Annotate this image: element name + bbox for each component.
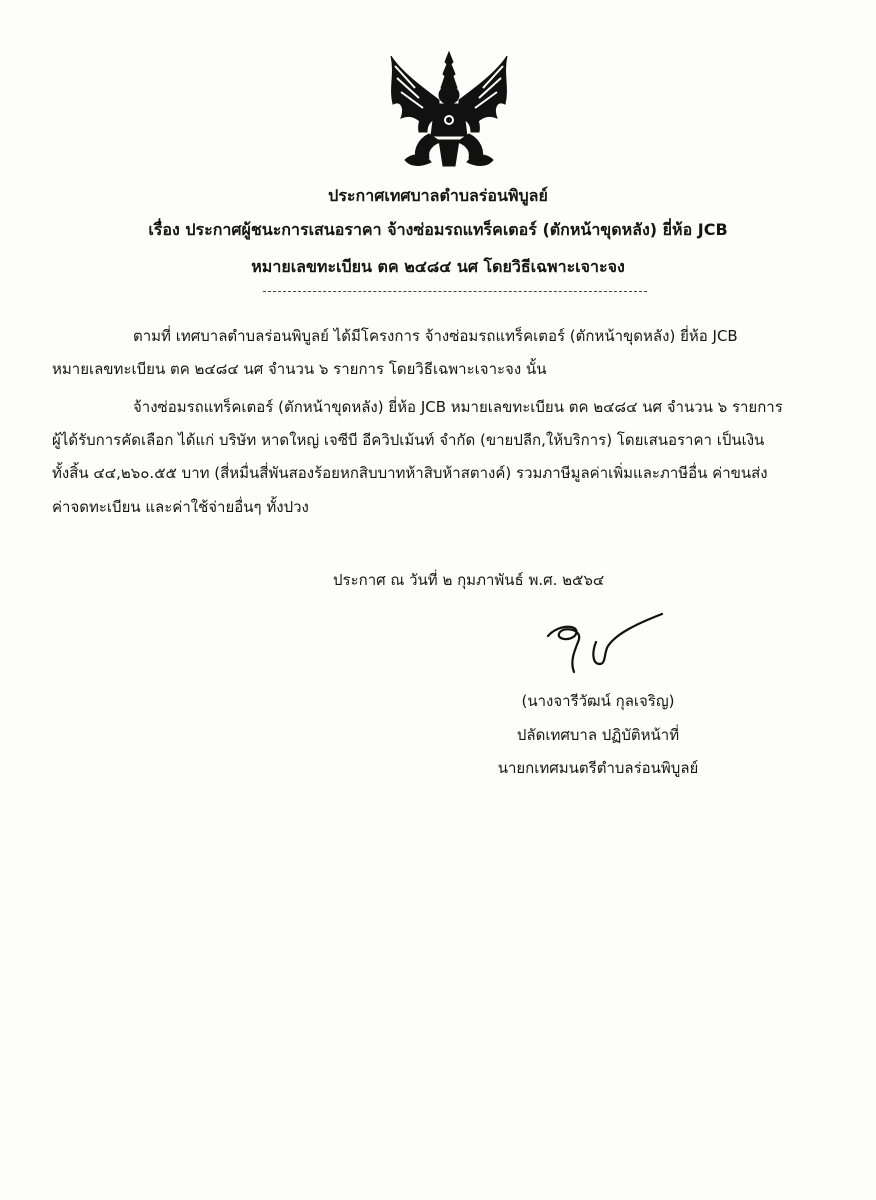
garuda-emblem-icon (383, 48, 515, 174)
announcement-title: ประกาศเทศบาลตำบลร่อนพิบูลย์ (328, 186, 548, 205)
dashed-separator (263, 291, 647, 292)
announcement-subject-line2: หมายเลขทะเบียน ตค ๒๔๘๔ นศ โดยวิธีเฉพาะเจาะจง (251, 257, 625, 276)
paragraph-2-line-1: จ้างซ่อมรถแทร็คเตอร์ (ตักหน้าขุดหลัง) ยี่ห้อ JCB หมายเลขทะเบียน ตค ๒๔๘๔ นศ จำนวน ๖ รายการ (133, 398, 783, 416)
paragraph-2-line-2: ผู้ได้รับการคัดเลือก ได้แก่ บริษัท หาดใหญ่ เจซีบี อีควิปเม้นท์ จำกัด (ขายปลีก,ให้บริการ) โดยเสนอราคา เป็นเงิน (52, 431, 765, 449)
announcement-date: ประกาศ ณ วันที่ ๒ กุมภาพันธ์ พ.ศ. ๒๕๖๔ (333, 571, 605, 589)
signatory-name: (นางจารีวัฒน์ กุลเจริญ) (521, 692, 675, 710)
handwritten-signature (540, 612, 665, 676)
signatory-acting-position: นายกเทศมนตรีตำบลร่อนพิบูลย์ (497, 759, 699, 777)
paragraph-1-line-2: หมายเลขทะเบียน ตค ๒๔๘๔ นศ จำนวน ๖ รายการ โดยวิธีเฉพาะเจาะจง นั้น (52, 360, 547, 378)
announcement-subject: เรื่อง ประกาศผู้ชนะการเสนอราคา จ้างซ่อมรถแทร็คเตอร์ (ตักหน้าขุดหลัง) ยี่ห้อ JCB (148, 220, 728, 239)
paragraph-2-line-4: ค่าจดทะเบียน และค่าใช้จ่ายอื่นๆ ทั้งปวง (52, 498, 309, 516)
signatory-position: ปลัดเทศบาล ปฏิบัติหน้าที่ (516, 726, 680, 744)
paragraph-2-line-3: ทั้งสิ้น ๔๔,๒๖๐.๕๕ บาท (สี่หมื่นสี่พันสองร้อยหกสิบบาทห้าสิบห้าสตางค์) รวมภาษีมูลค่าเพิ่มและภาษีอื่น ค่าขนส่ง (52, 464, 768, 482)
paragraph-1-line-1: ตามที่ เทศบาลตำบลร่อนพิบูลย์ ได้มีโครงการ จ้างซ่อมรถแทร็คเตอร์ (ตักหน้าขุดหลัง) ยี่ห้อ JCB (133, 327, 738, 345)
